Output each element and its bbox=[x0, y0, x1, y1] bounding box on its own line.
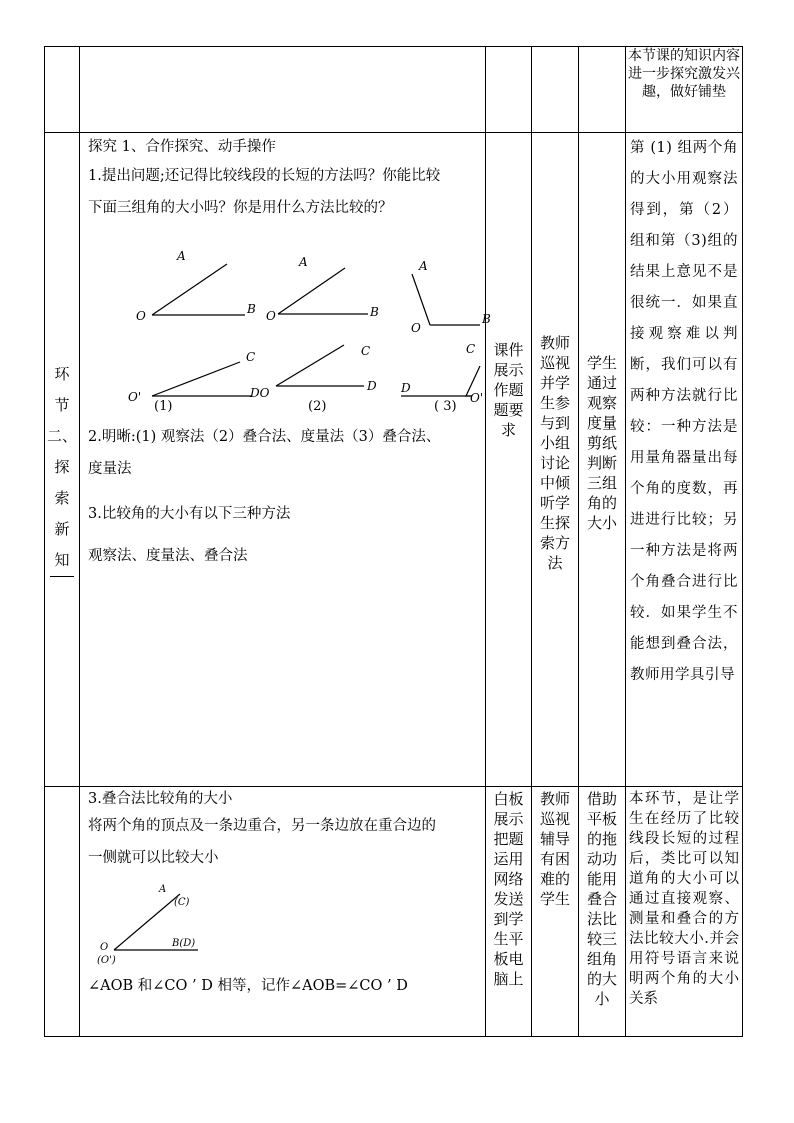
question-1-cont: 下面三组角的大小吗？你是用什么方法比较的？ bbox=[88, 200, 393, 216]
stage-cell bbox=[45, 787, 80, 1037]
overlap-figure bbox=[80, 874, 486, 964]
table-row bbox=[45, 787, 743, 1037]
intent-text: 本节课的知识内容进一步探究激发兴趣，做好铺垫 bbox=[628, 48, 740, 100]
point-label: B(D) bbox=[172, 938, 196, 949]
media-text: 课件展示作题题要求 bbox=[493, 341, 524, 439]
point-label: O bbox=[100, 942, 109, 953]
angle-ray bbox=[412, 274, 430, 325]
point-label: B bbox=[482, 312, 491, 326]
teacher-activity-text: 教师巡视并学生参与到小组讨论中倾听学生探索方法 bbox=[539, 334, 570, 572]
point-label: A bbox=[177, 249, 186, 263]
point-label: B bbox=[247, 302, 256, 316]
content-cell bbox=[80, 133, 491, 787]
angle-comparison-figure bbox=[80, 224, 491, 405]
answer-2: 2.明晰:(1) 观察法（2）叠合法、度量法（3）叠合法、 bbox=[88, 429, 441, 445]
conclusion-text: ∠AOB 和∠CO ’ D 相等，记作∠AOB=∠CO ’ D bbox=[88, 978, 408, 994]
point-label: (O') bbox=[97, 955, 116, 966]
student-activity-text: 借助平板的拖动功能用叠合法比较三组角的大小 bbox=[586, 790, 617, 1008]
section-title: 3.叠合法比较角的大小 bbox=[88, 791, 233, 807]
point-label: A bbox=[419, 259, 428, 273]
angle-ray bbox=[278, 268, 345, 314]
teacher-cell bbox=[532, 787, 579, 1037]
teacher-cell bbox=[532, 47, 579, 133]
figure-captions bbox=[80, 399, 485, 417]
stage-cell bbox=[45, 47, 80, 133]
answer-2-cont: 度量法 bbox=[88, 461, 132, 477]
question-3: 3.比较角的大小有以下三种方法 bbox=[88, 506, 291, 522]
angle-ray bbox=[276, 345, 344, 386]
method-text-cont: 一侧就可以比较大小 bbox=[88, 850, 219, 866]
student-cell bbox=[579, 133, 626, 787]
media-text: 白板展示把题运用网络发送到学生平板电脑上 bbox=[493, 790, 524, 988]
angle-ray bbox=[152, 362, 240, 396]
figure-number: ( 3) bbox=[434, 399, 457, 414]
point-label: (C) bbox=[174, 897, 190, 908]
method-text: 将两个角的顶点及一条边重合，另一条边放在重合边的 bbox=[88, 818, 436, 834]
intent-cell bbox=[626, 787, 743, 1037]
point-label: A bbox=[159, 884, 167, 895]
point-label: O bbox=[266, 309, 276, 323]
point-label: C bbox=[466, 342, 476, 356]
question-1: 1.提出问题;还记得比较线段的长短的方法吗？你能比较 bbox=[88, 168, 441, 184]
media-cell bbox=[486, 47, 532, 133]
figure-number: (2) bbox=[308, 399, 327, 414]
figure-number: (1) bbox=[154, 399, 173, 414]
angle-ray bbox=[114, 894, 180, 950]
student-cell bbox=[579, 787, 626, 1037]
content-cell bbox=[80, 787, 486, 1037]
point-label: A bbox=[299, 255, 308, 269]
section-title: 探究 1、合作探究、动手操作 bbox=[88, 139, 276, 155]
media-cell bbox=[486, 133, 532, 787]
intent-cell bbox=[626, 133, 743, 787]
content-cell bbox=[80, 47, 486, 133]
answer-3: 观察法、度量法、叠合法 bbox=[88, 548, 248, 564]
teacher-activity-text: 教师巡视辅导有困难的学生 bbox=[539, 790, 570, 908]
point-label: O bbox=[136, 309, 146, 323]
student-cell bbox=[579, 47, 626, 133]
intent-cell bbox=[626, 47, 743, 133]
point-label: B bbox=[370, 305, 379, 319]
student-activity-text: 学生通过观察度量剪纸判断三组角的大小 bbox=[586, 354, 617, 532]
point-label: O' bbox=[128, 390, 142, 404]
intent-text: 本环节，是让学生在经历了比较线段长短的过程后，类比可以知道角的大小可以通过直接观察、测量和叠合的方法比较大小.并会用符号语言来说明两个角的大小关系 bbox=[629, 791, 739, 1007]
point-label: D bbox=[401, 381, 411, 395]
point-label: D bbox=[367, 379, 377, 393]
point-label: C bbox=[246, 350, 256, 364]
table-row bbox=[45, 47, 743, 133]
point-label: O' bbox=[470, 391, 484, 405]
angle-ray bbox=[152, 264, 227, 315]
point-label: C bbox=[361, 344, 371, 358]
table-row bbox=[45, 133, 743, 787]
point-label: DO bbox=[250, 386, 270, 400]
media-cell bbox=[486, 787, 532, 1037]
stage-cell bbox=[45, 133, 80, 787]
point-label: O bbox=[411, 321, 421, 335]
teacher-cell bbox=[532, 133, 579, 787]
lesson-plan-table bbox=[44, 46, 743, 1037]
intent-text: 第 (1) 组两个角的大小用观察法得到，第（2）组和第（3)组的结果上意见不是很统一．如果直接观察难以判断，我们可以有两种方法就行比较：一种方法是用量角器量出每个角的度数，再进进行比较；另一种方法是将两个角叠合进行比较．如果学生不能想到叠合法，教师用学具引导 bbox=[630, 140, 738, 683]
stage-label: 环 节 二、 探 索 新 知 bbox=[45, 133, 79, 577]
